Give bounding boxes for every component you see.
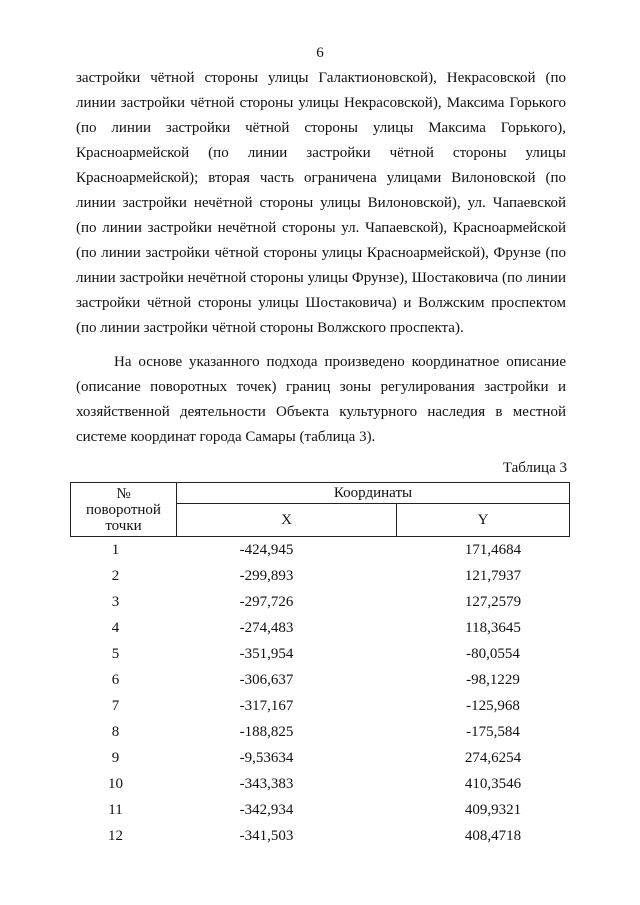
header-coordinates: Координаты [177, 483, 570, 504]
table-row [71, 823, 570, 849]
cell-x: -317,167 [239, 698, 294, 714]
cell-x: -306,637 [239, 672, 294, 688]
header-point-number [71, 483, 177, 537]
cell-point-number: 10 [108, 776, 123, 792]
header-number-sign: № [116, 485, 131, 502]
cell-x: -351,954 [239, 646, 294, 662]
cell-y: 171,4684 [464, 542, 522, 558]
cell-point-number: 7 [111, 698, 120, 714]
header-number-word1: поворотной [86, 501, 161, 518]
table-row [71, 563, 570, 589]
cell-x: -274,483 [239, 620, 294, 636]
table-body [71, 537, 570, 850]
cell-x: -424,945 [239, 542, 294, 558]
cell-x: -341,503 [239, 828, 294, 844]
cell-y: -98,1229 [466, 672, 520, 688]
cell-point-number: 11 [108, 802, 123, 818]
cell-x: -299,893 [239, 568, 294, 584]
cell-x: -9,53634 [239, 750, 294, 766]
cell-y: -125,968 [466, 698, 520, 714]
coordinates-table [70, 482, 570, 849]
table-row [71, 693, 570, 719]
paragraph-street-boundaries: застройки чётной стороны улицы Галактионовской), Некрасовской (по линии застройки чётной стороны улицы Некрасовской), Максима Горького (по линии застройки чётной стороны улицы Максима Горького), Красноармейской (по линии застройки чётной стороны улицы Красноармейской); вторая часть ограничена улицами Вилоновской (по линии застройки нечётной стороны улицы Вилоновской), ул. Чапаевской (по линии застройки нечётной стороны ул. Чапаевской), Красноармейской (по линии застройки чётной стороны улицы Красноармейской), Фрунзе (по линии застройки нечётной стороны улицы Фрунзе), Шостаковича (по линии застройки чётной стороны улицы Шостаковича) и Волжским проспектом (по линии застройки чётной стороны Волжского проспекта). [76, 70, 566, 336]
table-row [71, 589, 570, 615]
cell-x: -297,726 [239, 594, 294, 610]
cell-point-number: 8 [111, 724, 120, 740]
cell-y: 408,4718 [464, 828, 522, 844]
cell-point-number: 2 [111, 568, 120, 584]
cell-y: -80,0554 [466, 646, 520, 662]
cell-y: -175,584 [466, 724, 520, 740]
cell-point-number: 3 [111, 594, 120, 610]
cell-y: 274,6254 [464, 750, 522, 766]
header-x: X [177, 504, 397, 537]
cell-point-number: 6 [111, 672, 120, 688]
table-row [71, 667, 570, 693]
cell-point-number: 5 [111, 646, 120, 662]
table-row [71, 745, 570, 771]
paragraph-coordinate-description: На основе указанного подхода произведено координатное описание (описание поворотных точек) границ зоны регулирования застройки и хозяйственной деятельности Объекта культурного наследия в местной системе координат города Самары (таблица 3). [76, 354, 566, 445]
table-caption: Таблица 3 [502, 460, 567, 476]
page-number: 6 [316, 45, 324, 61]
cell-x: -188,825 [239, 724, 294, 740]
table-row [71, 771, 570, 797]
cell-point-number: 9 [111, 750, 120, 766]
table-row [71, 797, 570, 823]
cell-y: 409,9321 [464, 802, 522, 818]
cell-x: -342,934 [239, 802, 294, 818]
header-number-word2: точки [105, 517, 142, 534]
cell-y: 121,7937 [464, 568, 522, 584]
cell-x: -343,383 [239, 776, 294, 792]
cell-y: 127,2579 [464, 594, 522, 610]
header-y: Y [397, 504, 570, 537]
table-row [71, 641, 570, 667]
table-row [71, 537, 570, 564]
cell-point-number: 1 [111, 542, 120, 558]
table-row [71, 615, 570, 641]
cell-point-number: 12 [108, 828, 123, 844]
table-row [71, 719, 570, 745]
cell-y: 118,3645 [465, 620, 521, 636]
cell-y: 410,3546 [464, 776, 522, 792]
cell-point-number: 4 [111, 620, 120, 636]
